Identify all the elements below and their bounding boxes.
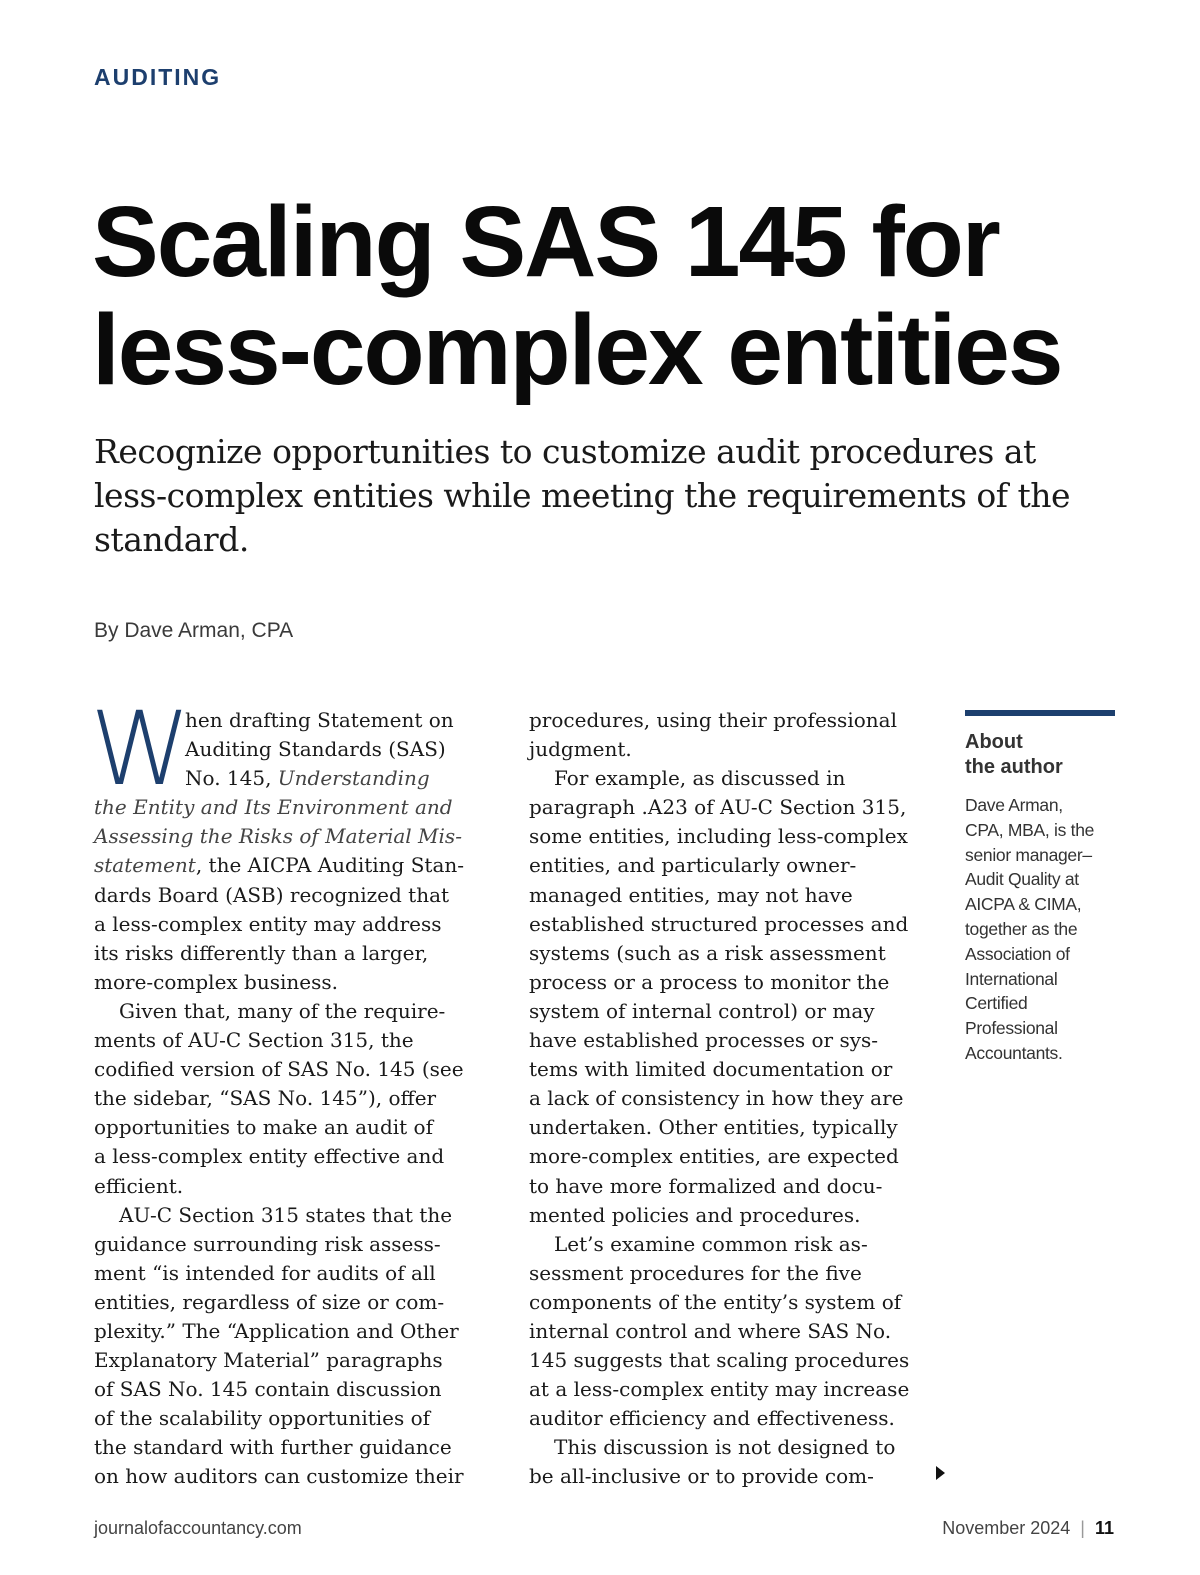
text-line: the standard with further guidance: [94, 1435, 452, 1460]
text-line: more-complex entities, are expected: [529, 1144, 899, 1169]
text-line: sessment procedures for the five: [529, 1260, 862, 1285]
text-line: have established processes or sys-: [529, 1028, 879, 1053]
bio-line: Dave Arman,: [965, 795, 1063, 815]
bio-line: Accountants.: [965, 1042, 1063, 1063]
author-sidebar: [965, 710, 1115, 1066]
continue-arrow-icon: [936, 1466, 945, 1480]
italic-title: statement: [94, 853, 196, 878]
bio-line: Certified: [965, 993, 1028, 1014]
bio-line: senior manager–: [965, 844, 1092, 865]
text-line: of the scalability opportunities of: [94, 1406, 431, 1431]
text-line: the sidebar, “SAS No. 145”), offer: [94, 1086, 437, 1111]
text-line: a less-complex entity effective and: [94, 1144, 445, 1169]
text-line: a lack of consistency in how they are: [529, 1086, 904, 1111]
section-label: AUDITING: [94, 64, 222, 90]
text-line: components of the entity’s system of: [529, 1289, 902, 1314]
page-number: 11: [1094, 1518, 1114, 1538]
text-line: on how auditors can customize their: [94, 1464, 464, 1489]
text-line: process or a process to monitor the: [529, 969, 890, 994]
drop-cap: W: [90, 690, 191, 809]
footer-date: November 2024: [942, 1518, 1071, 1538]
text-line: Let’s examine common risk as-: [554, 1231, 868, 1256]
text-line: This discussion is not designed to: [554, 1435, 896, 1460]
text-line: ment “is intended for audits of all: [94, 1260, 436, 1285]
text-line: plexity.” The “Application and Other: [94, 1318, 459, 1343]
article-column-1: [90, 690, 504, 1492]
bio-line: CPA, MBA, is the: [965, 819, 1095, 840]
byline: By Dave Arman, CPA: [94, 619, 294, 642]
deck-line: Recognize opportunities to customize audit procedures at: [94, 432, 1036, 471]
text-line: Explanatory Material” paragraphs: [94, 1348, 443, 1373]
italic-title: Understanding: [277, 766, 430, 791]
text-line: managed entities, may not have: [529, 882, 853, 907]
text-line: guidance surrounding risk assess-: [94, 1231, 441, 1256]
bio-line: Professional: [965, 1018, 1058, 1039]
text-line: paragraph .A23 of AU-C Section 315,: [529, 795, 907, 820]
text-line: system of internal control) or may: [529, 998, 875, 1023]
text-line: AU-C Section 315 states that the: [119, 1202, 453, 1227]
sidebar-title-line: About: [965, 731, 1023, 753]
text-line: be all-inclusive or to provide com-: [529, 1464, 874, 1489]
footer-meta: [942, 1518, 1114, 1539]
headline-line: Scaling SAS 145 for: [92, 186, 999, 298]
text-line: undertaken. Other entities, typically: [529, 1115, 898, 1140]
text-run: , the AICPA Auditing Stan-: [195, 853, 465, 878]
text-line: systems (such as a risk assessment: [529, 940, 886, 965]
text-line: of SAS No. 145 contain discussion: [94, 1377, 442, 1402]
text-line: entities, regardless of size or com-: [94, 1289, 445, 1314]
text-line: more-complex business.: [94, 969, 338, 994]
text-line: to have more formalized and docu-: [529, 1173, 883, 1198]
footer-separator: |: [1080, 1518, 1085, 1538]
deck-line: standard.: [94, 520, 249, 559]
bio-line: together as the: [965, 918, 1078, 939]
text-line: For example, as discussed in: [554, 766, 846, 791]
text-line: dards Board (ASB) recognized that: [94, 882, 450, 907]
deck-subtitle: [94, 430, 1094, 562]
text-line: Auditing Standards (SAS): [185, 737, 446, 762]
text-line: [185, 764, 504, 793]
bio-line: Association of: [965, 943, 1070, 964]
text-line: codified version of SAS No. 145 (see: [94, 1057, 464, 1082]
text-run: No. 145,: [185, 766, 278, 791]
text-line: at a less-complex entity may increase: [529, 1377, 910, 1402]
sidebar-title-line: the author: [965, 756, 1063, 778]
text-line: some entities, including less-complex: [529, 824, 908, 849]
text-line: procedures, using their professional: [529, 708, 897, 732]
bio-line: AICPA & CIMA,: [965, 894, 1082, 915]
headline-line: less-complex entities: [92, 294, 1062, 406]
text-line: mented policies and procedures.: [529, 1202, 861, 1227]
text-line: internal control and where SAS No.: [529, 1318, 892, 1343]
bio-line: International: [965, 968, 1058, 989]
text-line: its risks differently than a larger,: [94, 940, 429, 965]
text-line: [94, 851, 504, 880]
page-title: [92, 188, 1152, 404]
italic-title: Assessing the Risks of Material Mis-: [94, 824, 462, 849]
text-line: a less-complex entity may address: [94, 911, 442, 936]
article-column-2: [529, 706, 949, 1492]
text-line: efficient.: [94, 1173, 184, 1198]
sidebar-title: [965, 730, 1115, 780]
text-line: opportunities to make an audit of: [94, 1115, 433, 1140]
deck-line: less-complex entities while meeting the requirements of the: [94, 476, 1071, 515]
text-line: established structured processes and: [529, 911, 909, 936]
text-line: judgment.: [529, 737, 632, 762]
text-line: Given that, many of the require-: [119, 998, 446, 1023]
author-bio: [965, 793, 1115, 1066]
footer-site: journalofaccountancy.com: [94, 1518, 302, 1538]
text-line: entities, and particularly owner-: [529, 853, 857, 878]
text-line: 145 suggests that scaling procedures: [529, 1348, 910, 1373]
italic-title: the Entity and Its Environment and: [94, 795, 453, 820]
bio-line: Audit Quality at: [965, 869, 1079, 890]
text-line: hen drafting Statement on: [185, 708, 454, 732]
text-line: tems with limited documentation or: [529, 1057, 893, 1082]
text-line: auditor efficiency and effectiveness.: [529, 1406, 895, 1431]
text-line: ments of AU-C Section 315, the: [94, 1028, 414, 1053]
